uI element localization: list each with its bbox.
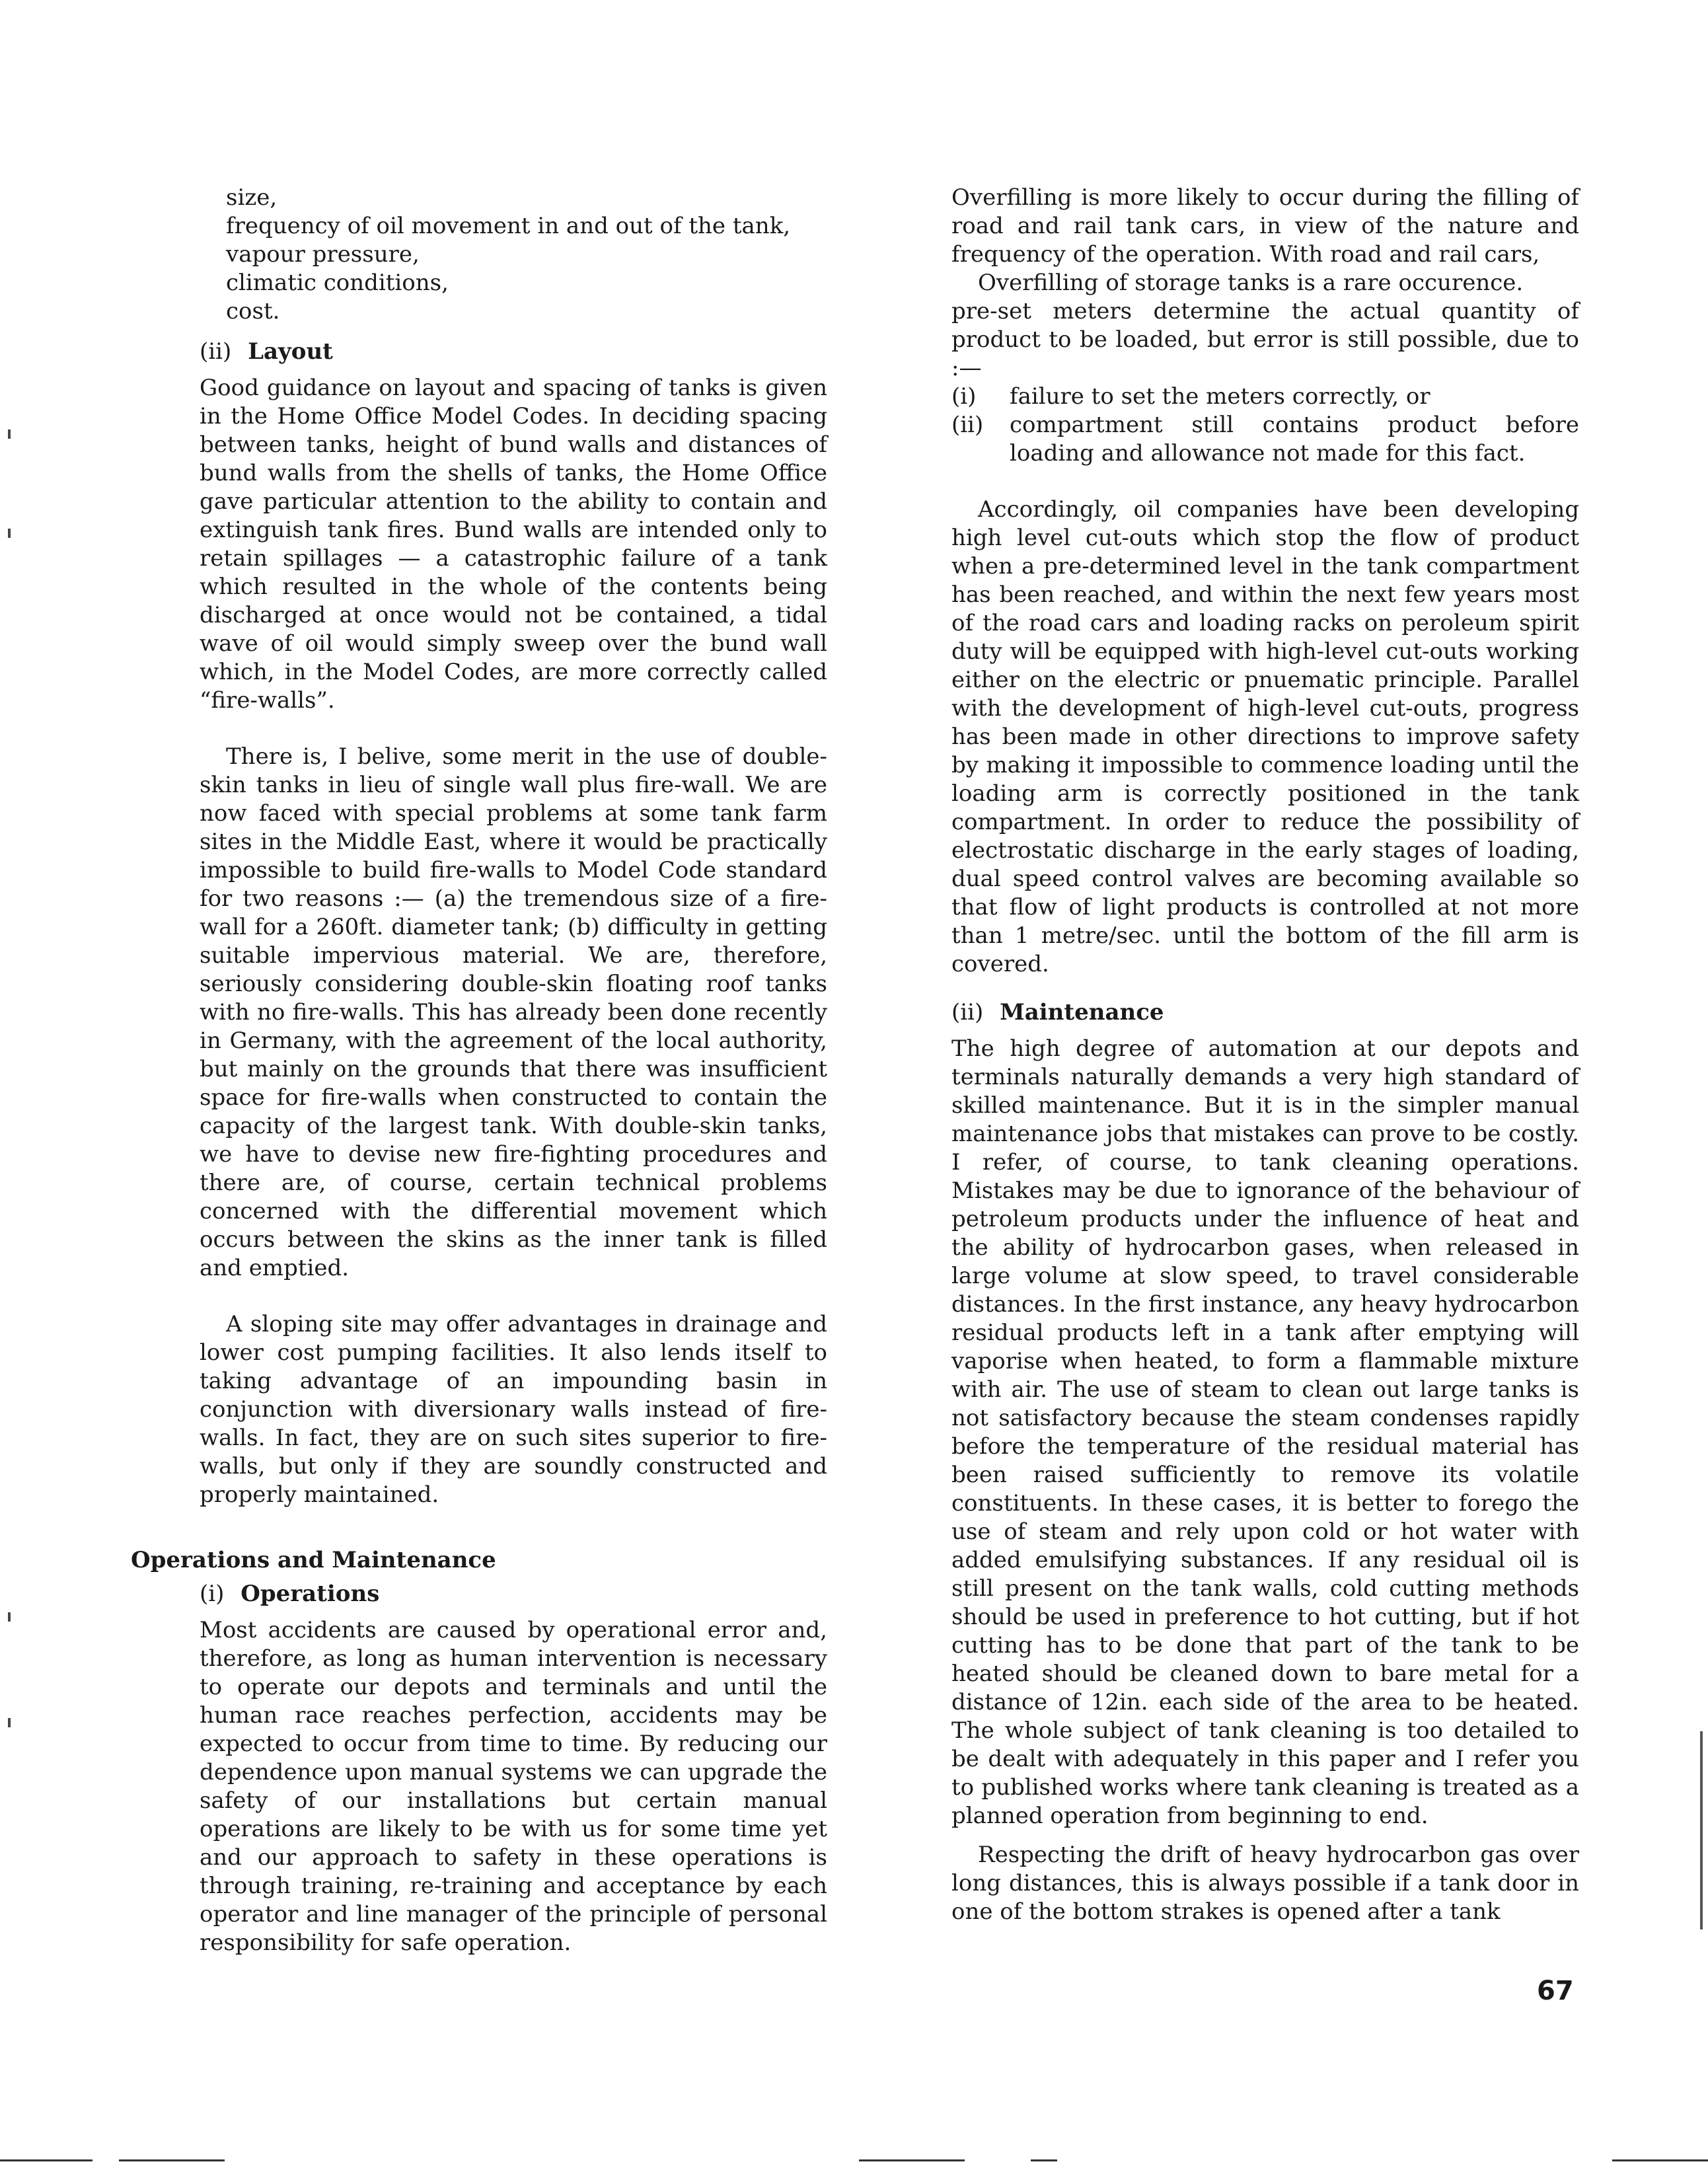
factor-item: size, — [226, 184, 278, 211]
overfilling-line-3: pre-set meters determine the actual quantity of product to be loaded, but error is still possible, due to :— — [951, 298, 1579, 381]
operations-heading-title: Operations — [241, 1581, 380, 1607]
factor-item: frequency of oil movement in and out of the tank, — [226, 213, 791, 239]
reason-text: compartment still contains product before loading and allowance not made for this fact. — [1010, 412, 1579, 467]
overfilling-line-2: Overfilling of storage tanks is a rare occurence. — [978, 270, 1524, 296]
left-column — [131, 184, 827, 1957]
factor-item: cost. — [226, 298, 280, 324]
bottom-rule — [1612, 2159, 1708, 2161]
overfilling-line-1: Overfilling is more likely to occur during the filling of road and rail tank cars, in view of the nature and frequency of the operation. With road and rail cars, — [951, 184, 1579, 268]
reason-number: (i) — [951, 383, 977, 410]
operations-heading — [200, 1580, 827, 1608]
bottom-rule — [0, 2159, 93, 2161]
layout-paragraph-1: Good guidance on layout and spacing of tanks is given in the Home Office Model Codes. In deciding spacing between tanks, height of bund walls and distances of bund walls from the shells of tanks, the Home Office gave particular attention to the ability to contain and extinguish tank fires. Bund walls are intended only to retain spillages — a catastrophic failure of a tank which resulted in the whole of the contents being discharged at once would not be contained, a tidal wave of oil would simply sweep over the bund wall which, in the Model Codes, are more correctly called “fire-walls”. — [200, 375, 827, 714]
factor-item: climatic conditions, — [226, 270, 449, 296]
maintenance-paragraph-1: The high degree of automation at our depots and terminals naturally demands a very high standard of skilled maintenance. But it is in the simpler manual maintenance jobs that mistakes can prove to be costly. I refer, of course, to tank cleaning operations. Mistakes may be due to ignorance of the behaviour of petroleum products under the influence of heat and the ability of hydrocarbon gases, when released in large volume at slow speed, to travel considerable distances. In the first instance, any heavy hydrocarbon residual products left in a tank after emptying will vaporise when heated, to form a flammable mixture with air. The use of steam to clean out large tanks is not satisfactory because the steam condenses rapidly before the temperature of the residual material has been raised sufficiently to remove its volatile constituents. In these cases, it is better to forego the use of steam and rely upon cold or hot water with added emulsifying substances. If any residual oil is still present on the tank walls, cold cutting methods should be used in preference to hot cutting, but if hot cutting has to be done that part of the tank to be heated should be cleaned down to bare metal for a distance of 12in. each side of the area to be heated. The whole subject of tank cleaning is too detailed to be dealt with adequately in this paper and I refer you to published works where tank cleaning is treated as a planned operation from beginning to end. — [951, 1035, 1579, 1829]
margin-mark — [8, 430, 11, 439]
reason-text: failure to set the meters correctly, or — [1010, 383, 1430, 410]
page-number: 67 — [1537, 1976, 1574, 2006]
margin-mark — [8, 529, 11, 538]
maintenance-heading-number: (ii) — [951, 999, 984, 1026]
layout-heading-title: Layout — [248, 338, 333, 365]
reason-item — [951, 411, 1579, 468]
layout-heading-number: (ii) — [200, 338, 232, 365]
operations-paragraph: Most accidents are caused by operational error and, therefore, as long as human intervention is necessary to operate our depots and terminals and until the human race reaches perfection, accidents may be expected to occur from time to time. By reducing our dependence upon manual systems we can upgrade the safety of our installations but certain manual operations are likely to be with us for some time yet and our approach to safety in these operations is through training, re-training and acceptance by each operator and line manager of the principle of personal responsibility for safe operation. — [200, 1617, 827, 1956]
layout-paragraph-2: There is, I belive, some merit in the use of double-skin tanks in lieu of single wall plus fire-wall. We are now faced with special problems at some tank farm sites in the Middle East, where it would be practically impossible to build fire-walls to Model Code standard for two reasons :— (a) the tremendous size of a fire-wall for a 260ft. diameter tank; (b) difficulty in getting suitable impervious material. We are, therefore, seriously considering double-skin floating roof tanks with no fire-walls. This has already been done recently in Germany, with the agreement of the local authority, but mainly on the grounds that there was insufficient space for fire-walls when constructed to contain the capacity of the largest tank. With double-skin tanks, we have to devise new fire-fighting procedures and there are, of course, certain technical problems concerned with the differential movement which occurs between the skins as the inner tank is filled and emptied. — [200, 743, 827, 1281]
section-heading: Operations and Maintenance — [131, 1547, 496, 1573]
factor-item: vapour pressure, — [226, 241, 420, 268]
bottom-rule — [119, 2159, 225, 2161]
bottom-rule — [859, 2159, 965, 2161]
reason-item — [951, 383, 1579, 411]
margin-mark — [8, 1612, 11, 1622]
layout-paragraph-3: A sloping site may offer advantages in drainage and lower cost pumping facilities. It also lends itself to taking advantage of an impounding basin in conjunction with diversionary walls instead of fire-walls. In fact, they are on such sites superior to fire-walls, but only if they are soundly constructed and properly maintained. — [200, 1311, 827, 1508]
bottom-rule — [1031, 2159, 1057, 2161]
reason-number: (ii) — [951, 412, 984, 438]
scan-edge-line — [1700, 1731, 1703, 1929]
cutouts-paragraph: Accordingly, oil companies have been developing high level cut-outs which stop the flow of product when a pre-determined level in the tank compartment has been reached, and within the next few years most of the road cars and loading racks on peroleum spirit duty will be equipped with high-level cut-outs working either on the electric or pnuematic principle. Parallel with the development of high-level cut-outs, progress has been made in other directions to improve safety by making it impossible to commence loading until the loading arm is correctly positioned in the tank compartment. In order to reduce the possibility of electrostatic discharge in the early stages of loading, dual speed control valves are becoming available so that flow of light products is controlled at not more than 1 metre/sec. until the bottom of the fill arm is covered. — [951, 496, 1579, 977]
maintenance-paragraph-2: Respecting the drift of heavy hydrocarbon gas over long distances, this is always possible if a tank door in one of the bottom strakes is opened after a tank — [951, 1842, 1579, 1925]
margin-mark — [8, 1718, 11, 1727]
right-column — [951, 184, 1579, 1926]
maintenance-heading — [951, 998, 1579, 1027]
operations-heading-number: (i) — [200, 1581, 225, 1607]
maintenance-heading-title: Maintenance — [1000, 999, 1164, 1026]
layout-heading — [200, 338, 827, 366]
